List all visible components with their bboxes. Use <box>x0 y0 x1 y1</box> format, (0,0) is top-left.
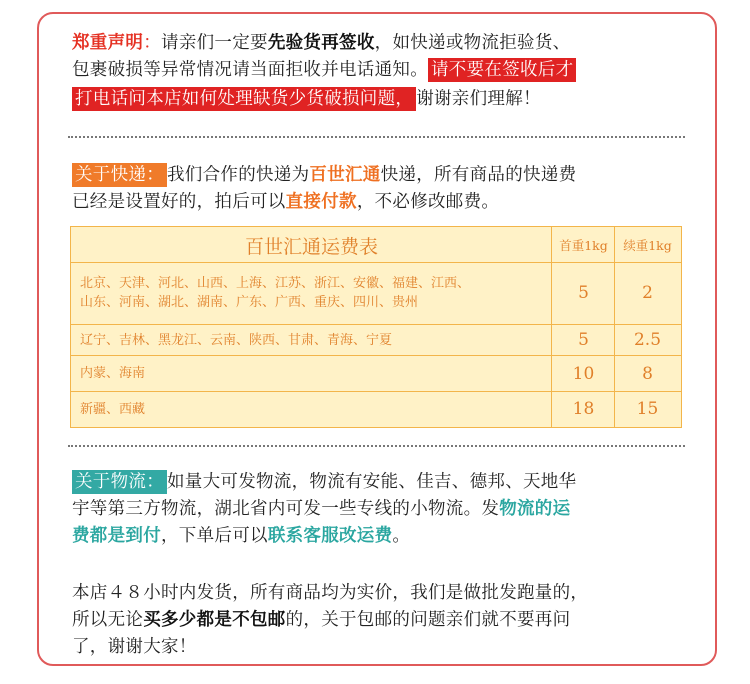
express-text-3: 已经是设置好的，拍后可以 <box>72 192 286 212</box>
first-weight-price: 10 <box>572 363 595 384</box>
extra-weight-price: 2 <box>642 283 653 303</box>
logistics-text-4: 。 <box>392 526 411 546</box>
region-cell: 辽宁、吉林、黑龙江、云南、陕西、甘肃、青海、宁夏 <box>80 332 393 348</box>
first-weight-price: 5 <box>578 283 589 303</box>
extra-weight-price: 2.5 <box>633 330 662 350</box>
region-text: 山东、河南、湖北、湖南、广东、广西、重庆、四川、贵州 <box>80 295 419 310</box>
express-courier: 百世汇通 <box>309 165 381 185</box>
extra-weight-price: 8 <box>642 363 653 384</box>
header-extra-weight: 续重1kg <box>623 238 672 253</box>
logistics-line-2 <box>72 496 692 523</box>
notice-line-2 <box>72 57 692 84</box>
first-weight-price: 5 <box>578 330 589 350</box>
logistics-freight-collect-a: 物流的运 <box>499 499 571 519</box>
table-row <box>71 356 681 392</box>
table-column-divider <box>614 227 615 427</box>
express-section <box>72 162 692 216</box>
first-weight-price: 18 <box>572 399 595 419</box>
table-row <box>71 263 681 325</box>
notice-line-3 <box>72 86 692 113</box>
notice-line-1 <box>72 30 692 57</box>
rate-table <box>70 226 682 428</box>
logistics-contact-service: 联系客服改运费 <box>267 526 393 546</box>
logistics-freight-collect-b: 费都是到付 <box>72 526 161 546</box>
notice-section <box>72 30 692 113</box>
shipping-line-1 <box>72 580 692 607</box>
logistics-line-3 <box>72 523 692 550</box>
notice-text-1: 请亲们一定要 <box>161 33 268 53</box>
notice-text-2: ，如快递或物流拒验货、 <box>374 33 571 53</box>
table-row <box>71 392 681 427</box>
shipping-text-2: 所以无论 <box>72 610 144 630</box>
express-text-4: ，不必修改邮费。 <box>356 192 500 212</box>
divider-2 <box>68 445 685 447</box>
shipping-no-free-shipping: 买多少都是不包邮 <box>143 610 286 630</box>
logistics-text-3: ，下单后可以 <box>161 526 268 546</box>
notice-inspect-first: 先验货再签收 <box>267 33 375 53</box>
logistics-text-2: 宇等第三方物流，湖北省内可发一些专线的小物流。发 <box>72 499 500 519</box>
logistics-text-1: 如量大可发物流，物流有安能、佳吉、德邦、天地华 <box>167 472 577 492</box>
express-text-2: 快递，所有商品的快递费 <box>380 165 577 185</box>
shipping-line-3 <box>72 634 692 661</box>
region-text: 北京、天津、河北、山西、上海、江苏、浙江、安徽、福建、江西、 <box>80 276 471 291</box>
logistics-section <box>72 469 692 550</box>
notice-colon: ： <box>143 33 162 53</box>
shipping-text-4: 了，谢谢大家！ <box>72 637 197 657</box>
region-cell: 新疆、西藏 <box>80 401 146 417</box>
express-direct-pay: 直接付款 <box>285 192 357 212</box>
region-cell <box>71 263 552 323</box>
express-line-2 <box>72 189 692 216</box>
notice-warning-a: 请不要在签收后才 <box>428 58 576 82</box>
table-row <box>71 325 681 356</box>
shipping-line-2 <box>72 607 692 634</box>
logistics-line-1 <box>72 469 692 496</box>
region-cell: 内蒙、海南 <box>80 366 146 381</box>
shipping-text-1: 本店４８小时内发货，所有商品均为实价，我们是做批发跑量的， <box>72 583 589 603</box>
logistics-tag: 关于物流： <box>72 470 167 494</box>
notice-title: 郑重声明 <box>72 33 144 53</box>
shipping-section <box>72 580 692 661</box>
extra-weight-price: 15 <box>636 399 659 419</box>
header-first-weight: 首重1kg <box>559 238 608 253</box>
shipping-text-3: 的，关于包邮的问题亲们就不要再问 <box>285 610 571 630</box>
notice-thanks: 谢谢亲们理解！ <box>416 89 541 109</box>
notice-text-3: 包裹破损等异常情况请当面拒收并电话通知。 <box>72 60 428 80</box>
express-line-1 <box>72 162 692 189</box>
rate-table-header <box>71 227 681 263</box>
express-tag: 关于快递： <box>72 163 167 187</box>
divider-1 <box>68 136 685 138</box>
express-text-1: 我们合作的快递为 <box>167 165 310 185</box>
rate-table-title: 百世汇通运费表 <box>244 235 378 258</box>
notice-warning-b: 打电话问本店如何处理缺货少货破损问题， <box>72 87 416 111</box>
table-column-divider <box>551 227 552 427</box>
